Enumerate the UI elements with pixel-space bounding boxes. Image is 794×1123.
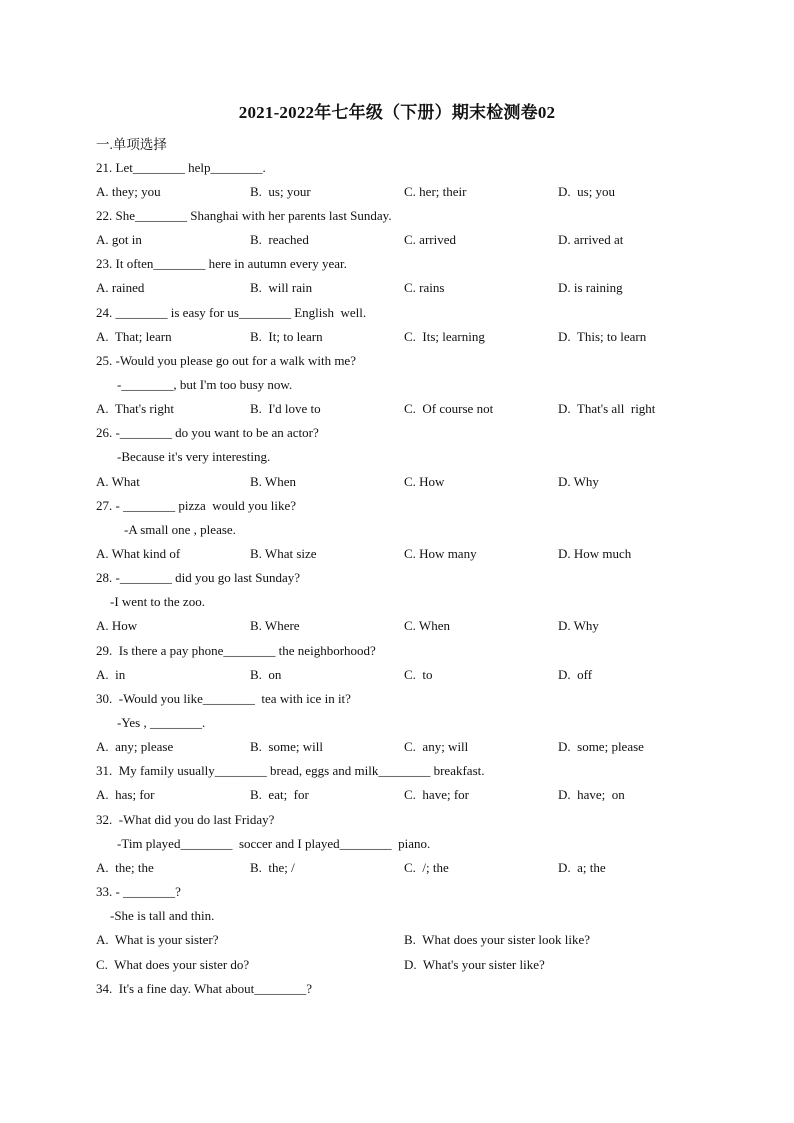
question-24-option-d: D. This; to learn (558, 329, 647, 344)
question-25-option-c: C. Of course not (404, 401, 494, 416)
question-23-option-a: A. rained (96, 280, 145, 295)
question-28-option-a: A. How (96, 618, 138, 633)
question-24-option-a: A. That; learn (96, 329, 172, 344)
question-30-response: -Yes , ________. (117, 715, 206, 730)
question-33-option-b: B. What does your sister look like? (404, 932, 591, 947)
question-27-option-c: C. How many (404, 546, 477, 561)
question-24-stem: 24. ________ is easy for us________ English well. (96, 305, 367, 320)
question-22-option-c: C. arrived (404, 232, 456, 247)
question-31-option-a: A. has; for (96, 787, 155, 802)
question-27-stem: 27. - ________ pizza would you like? (96, 498, 297, 513)
question-30-option-d: D. some; please (558, 739, 644, 754)
question-22-option-a: A. got in (96, 232, 142, 247)
question-26-option-d: D. Why (558, 474, 599, 489)
question-29-stem: 29. Is there a pay phone________ the neighborhood? (96, 643, 376, 658)
question-34-stem: 34. It's a fine day. What about________? (96, 981, 313, 996)
question-25-stem: 25. -Would you please go out for a walk with me? (96, 353, 356, 368)
question-31-stem: 31. My family usually________ bread, eggs and milk________ breakfast. (96, 763, 485, 778)
question-27-option-d: D. How much (558, 546, 632, 561)
question-32-option-c: C. /; the (404, 860, 449, 875)
question-30-stem: 30. -Would you like________ tea with ice in it? (96, 691, 351, 706)
question-26-stem: 26. -________ do you want to be an actor? (96, 425, 319, 440)
question-31-option-b: B. eat; for (250, 787, 309, 802)
question-21-option-b: B. us; your (250, 184, 311, 199)
question-21-option-a: A. they; you (96, 184, 161, 199)
question-31-option-d: D. have; on (558, 787, 625, 802)
question-32-option-b: B. the; / (250, 860, 295, 875)
question-27-response: -A small one , please. (124, 522, 236, 537)
question-22-stem: 22. She________ Shanghai with her parents last Sunday. (96, 208, 392, 223)
question-23-stem: 23. It often________ here in autumn every year. (96, 256, 347, 271)
question-30-option-c: C. any; will (404, 739, 469, 754)
question-28-option-b: B. Where (250, 618, 300, 633)
question-27-option-a: A. What kind of (96, 546, 181, 561)
question-32-response: -Tim played________ soccer and I played________ piano. (117, 836, 431, 851)
question-30-option-b: B. some; will (250, 739, 323, 754)
question-28-stem: 28. -________ did you go last Sunday? (96, 570, 301, 585)
question-23-option-d: D. is raining (558, 280, 623, 295)
question-23-option-c: C. rains (404, 280, 445, 295)
question-26-option-b: B. When (250, 474, 296, 489)
question-30-option-a: A. any; please (96, 739, 174, 754)
question-28-option-c: C. When (404, 618, 450, 633)
question-25-option-d: D. That's all right (558, 401, 656, 416)
question-29-option-d: D. off (558, 667, 593, 682)
question-26-option-c: C. How (404, 474, 445, 489)
question-33-option-c: C. What does your sister do? (96, 957, 250, 972)
question-33-stem: 33. - ________? (96, 884, 181, 899)
question-21-option-c: C. her; their (404, 184, 467, 199)
question-25-response: -________, but I'm too busy now. (117, 377, 293, 392)
question-26-option-a: A. What (96, 474, 140, 489)
section-heading: 一.单项选择 (96, 137, 167, 152)
question-28-option-d: D. Why (558, 618, 599, 633)
question-27-option-b: B. What size (250, 546, 317, 561)
question-33-option-a: A. What is your sister? (96, 932, 219, 947)
question-28-response: -I went to the zoo. (110, 594, 205, 609)
question-25-option-b: B. I'd love to (250, 401, 321, 416)
question-21-stem: 21. Let________ help________. (96, 160, 266, 175)
question-29-option-a: A. in (96, 667, 126, 682)
question-32-option-d: D. a; the (558, 860, 606, 875)
question-32-stem: 32. -What did you do last Friday? (96, 812, 275, 827)
question-25-option-a: A. That's right (96, 401, 174, 416)
question-24-option-c: C. Its; learning (404, 329, 485, 344)
page-title: 2021-2022年七年级（下册）期末检测卷02 (238, 103, 556, 122)
question-33-response: -She is tall and thin. (110, 908, 215, 923)
question-33-option-d: D. What's your sister like? (404, 957, 545, 972)
question-32-option-a: A. the; the (96, 860, 154, 875)
question-22-option-d: D. arrived at (558, 232, 624, 247)
question-29-option-b: B. on (250, 667, 282, 682)
question-31-option-c: C. have; for (404, 787, 469, 802)
question-24-option-b: B. It; to learn (250, 329, 323, 344)
question-26-response: -Because it's very interesting. (117, 449, 271, 464)
question-21-option-d: D. us; you (558, 184, 616, 199)
question-22-option-b: B. reached (250, 232, 309, 247)
question-29-option-c: C. to (404, 667, 433, 682)
question-23-option-b: B. will rain (250, 280, 313, 295)
